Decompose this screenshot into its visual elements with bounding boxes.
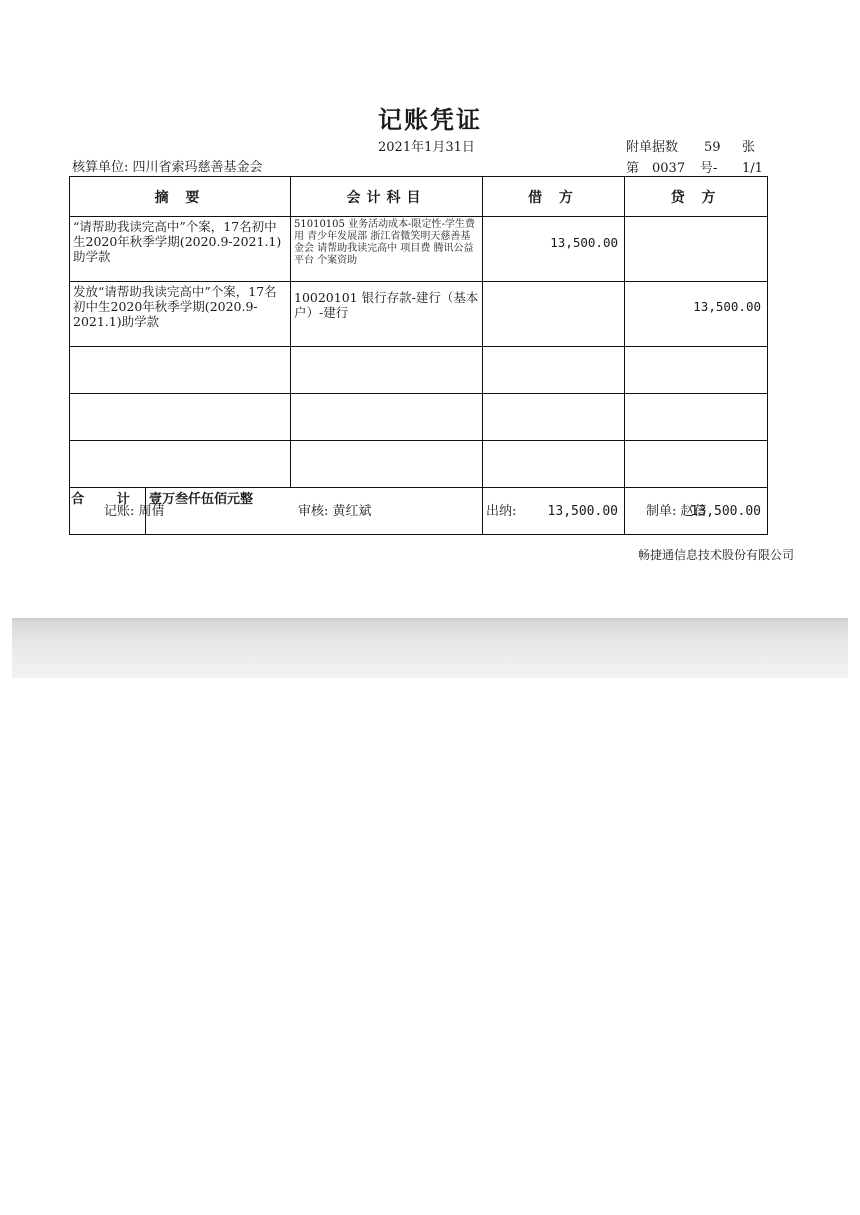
empty-cell	[70, 441, 291, 488]
empty-cell	[291, 441, 483, 488]
software-company: 畅捷通信息技术股份有限公司	[638, 548, 795, 562]
total-label: 合 计	[70, 488, 146, 535]
voucher-prefix: 第	[626, 161, 640, 176]
empty-cell	[483, 347, 625, 394]
voucher-page: 1/1	[742, 161, 763, 176]
row-credit: 13,500.00	[625, 282, 768, 347]
attachment-count	[626, 136, 755, 155]
empty-cell	[483, 394, 625, 441]
row-account: 10020101 银行存款-建行（基本户）-建行	[291, 282, 483, 347]
header-credit: 贷 方	[625, 177, 768, 217]
table-row-empty	[70, 394, 768, 441]
voucher-number	[626, 157, 763, 176]
table-row	[70, 217, 768, 282]
voucher-title: 记账凭证	[378, 105, 482, 134]
empty-cell	[625, 394, 768, 441]
header-debit: 借 方	[483, 177, 625, 217]
empty-cell	[483, 441, 625, 488]
signature-cashier: 出纳:	[486, 504, 517, 519]
row-credit	[625, 217, 768, 282]
empty-cell	[70, 394, 291, 441]
signature-reviewer: 审核: 黄红斌	[298, 504, 372, 519]
voucher-suffix: 号-	[700, 161, 718, 176]
row-account: 51010105 业务活动成本-限定性-学生费用 青少年发展部 浙江省微笑明天慈善基金会 请帮助我读完高中 项目费 腾讯公益平台 个案资助	[291, 217, 483, 282]
row-debit: 13,500.00	[483, 217, 625, 282]
empty-cell	[625, 347, 768, 394]
empty-cell	[291, 394, 483, 441]
table-row-empty	[70, 441, 768, 488]
voucher-no-value: 0037	[652, 161, 686, 176]
table-header-row	[70, 177, 768, 217]
row-summary: “请帮助我读完高中”个案，17名初中生2020年秋季学期(2020.9-2021.1)助学款	[70, 217, 291, 282]
header-summary: 摘 要	[70, 177, 291, 217]
total-debit: 13,500.00	[483, 488, 625, 535]
table-row-empty	[70, 347, 768, 394]
row-debit	[483, 282, 625, 347]
scan-shadow	[12, 620, 848, 678]
voucher-date: 2021年1月31日	[378, 140, 475, 155]
row-summary: 发放“请帮助我读完高中”个案，17名初中生2020年秋季学期(2020.9-2021.1)助学款	[70, 282, 291, 347]
total-credit: 13,500.00	[625, 488, 768, 535]
empty-cell	[625, 441, 768, 488]
unit-name: 四川省索玛慈善基金会	[132, 160, 263, 175]
attachment-label: 附单据数	[626, 140, 679, 155]
attachment-unit: 张	[742, 140, 756, 155]
unit-label: 核算单位:	[72, 160, 129, 175]
accounting-unit	[72, 156, 263, 175]
voucher-table	[69, 176, 768, 535]
empty-cell	[70, 347, 291, 394]
attachment-number: 59	[704, 140, 721, 155]
header-account: 会计科目	[291, 177, 483, 217]
signature-preparer: 制单: 赵蓓	[646, 504, 707, 519]
signature-bookkeeper: 记账: 周倩	[104, 504, 165, 519]
empty-cell	[291, 347, 483, 394]
table-row	[70, 282, 768, 347]
total-amount-words: 壹万叁仟伍佰元整	[146, 488, 483, 535]
